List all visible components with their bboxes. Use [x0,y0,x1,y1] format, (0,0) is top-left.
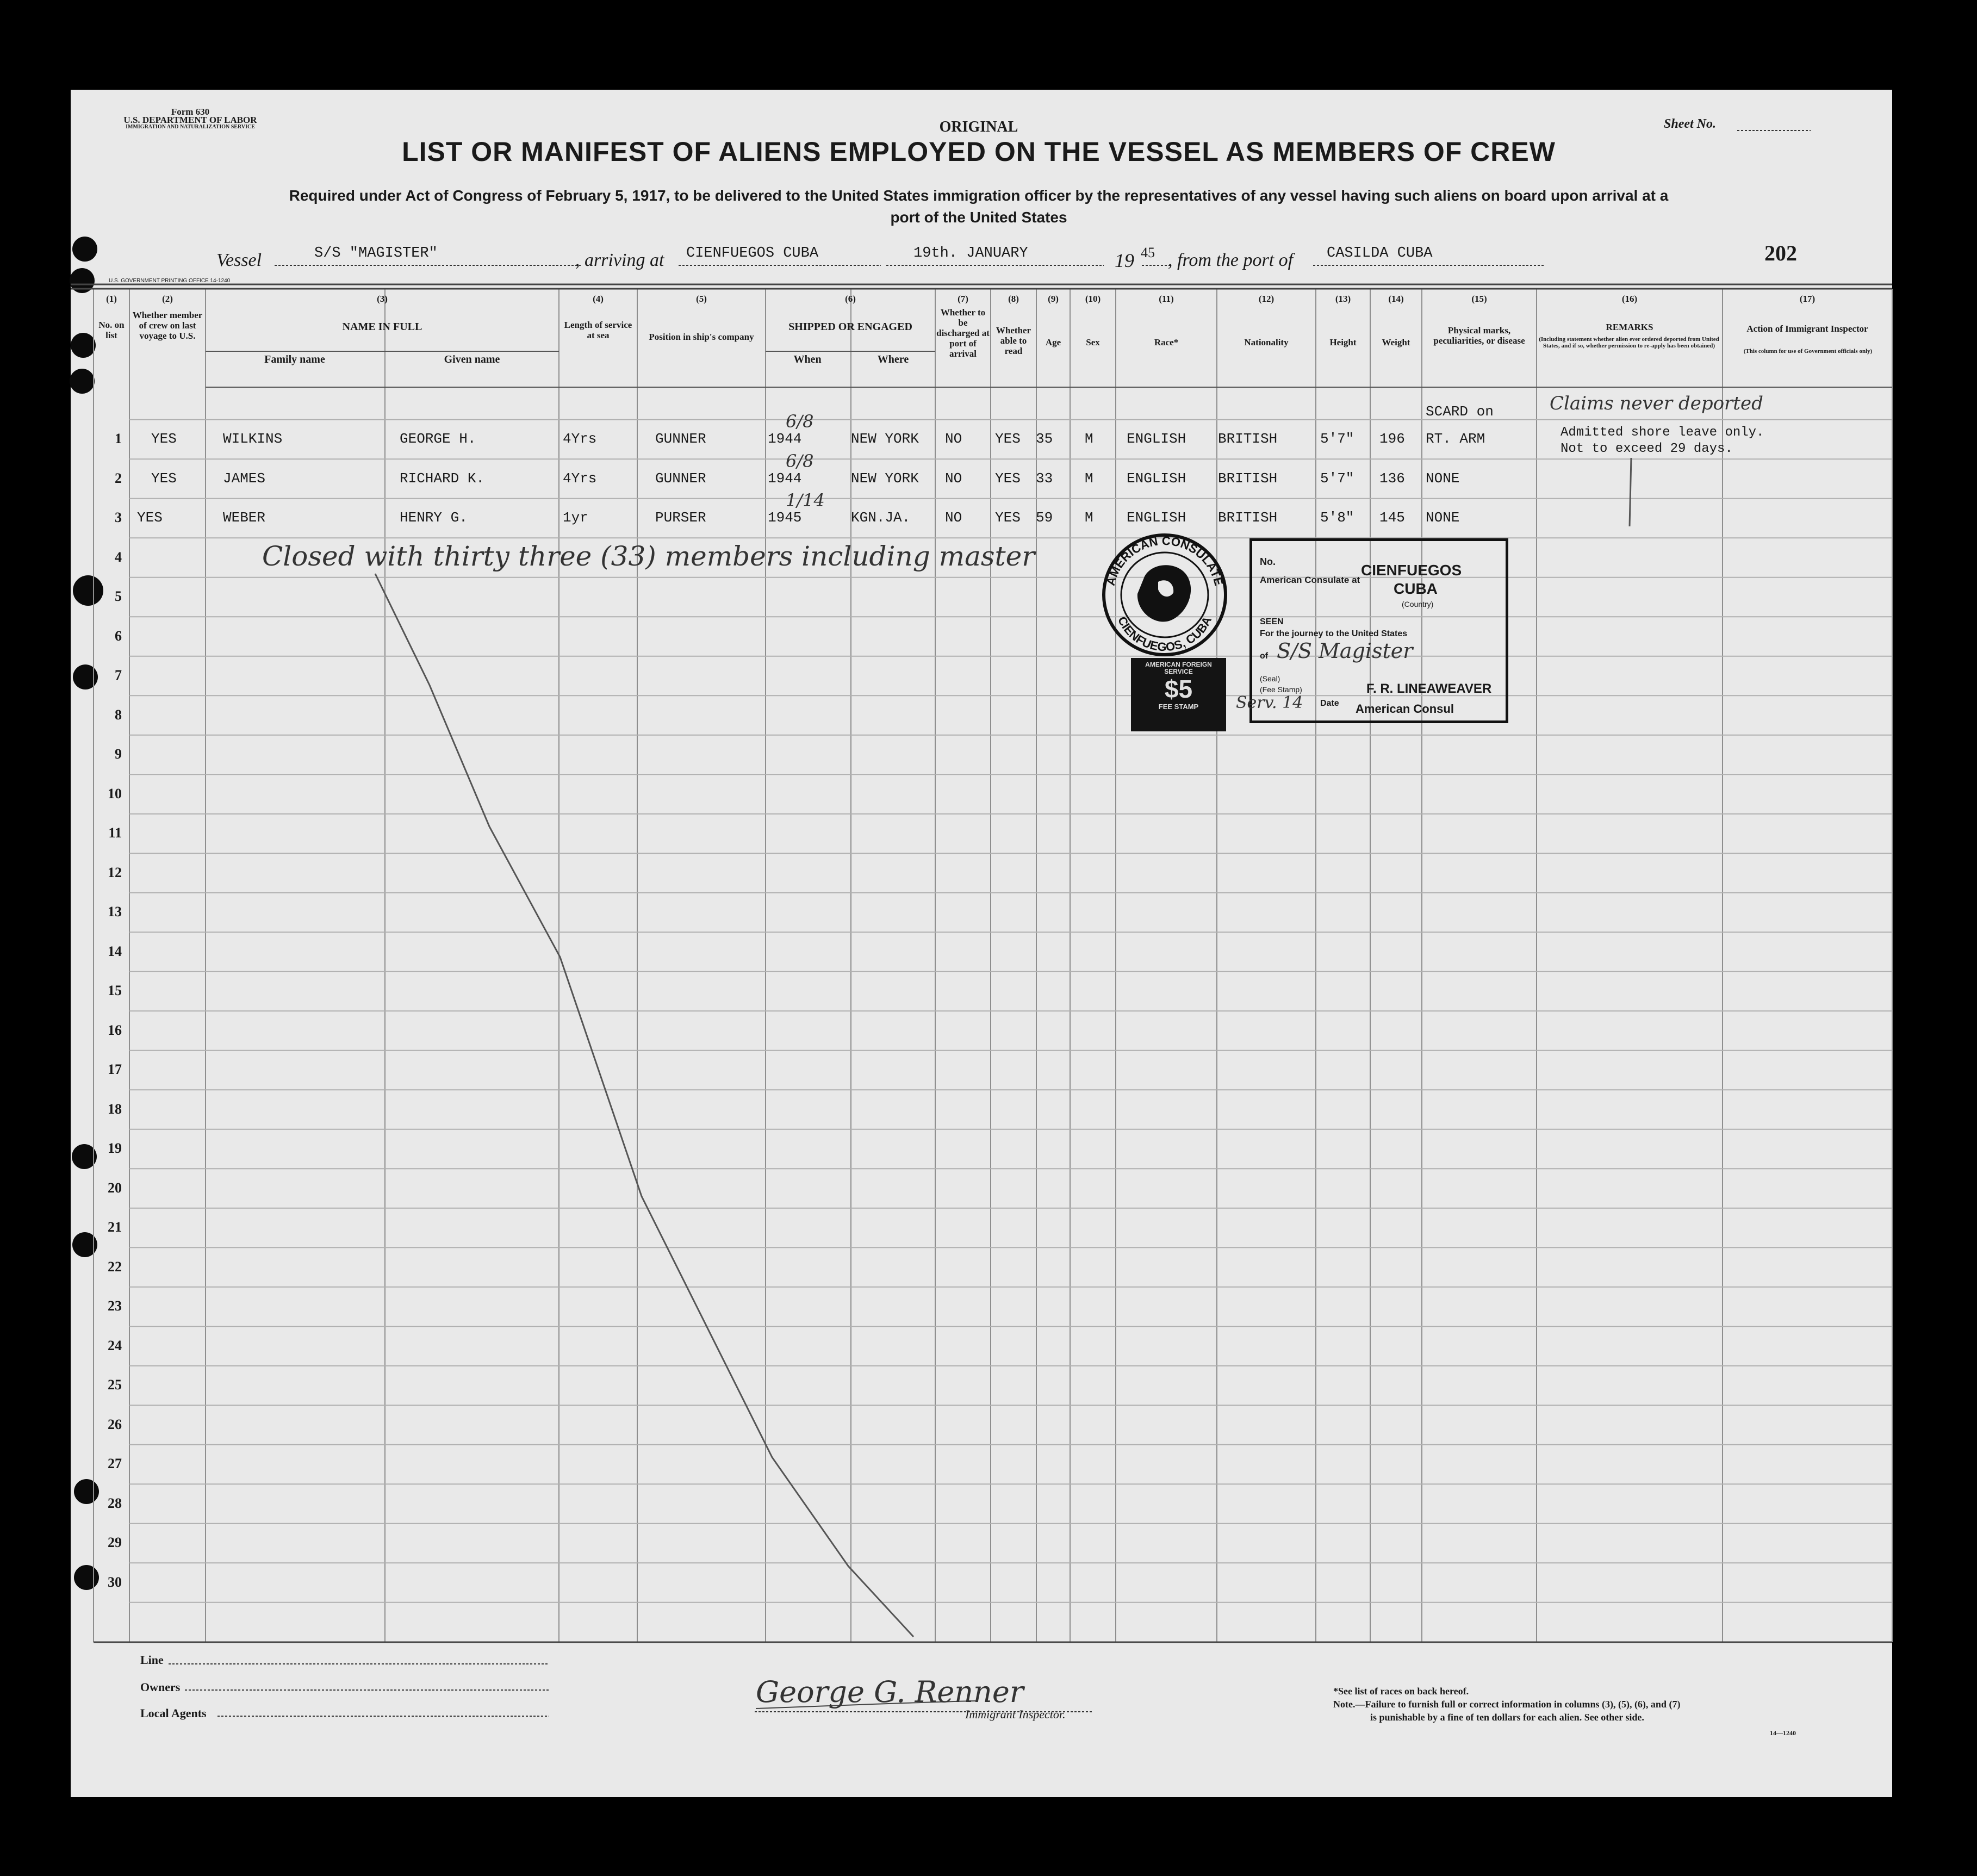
column-header-11: Race* [1154,337,1179,347]
closing-note: Closed with thirty three (33) members including master [262,541,1035,572]
manifest-number: 202 [1764,241,1797,265]
column-number-16: (16) [1621,294,1638,304]
row-number: 3 [115,510,122,525]
column-number-3: (3) [377,294,388,304]
row-number: 22 [108,1258,122,1275]
cell-read: YES [995,470,1021,487]
visa-of-label: of [1260,651,1269,661]
column-header-12: Nationality [1244,337,1289,347]
cell-position: GUNNER [655,470,706,487]
service-name: IMMIGRATION AND NATURALIZATION SERVICE [126,124,255,130]
cell-given: RICHARD K. [400,470,485,487]
cell-race: ENGLISH [1127,510,1186,526]
row-number: 8 [115,706,122,723]
cell-where: NEW YORK [851,470,919,487]
row-number: 14 [108,943,122,959]
printing-office: U.S. GOVERNMENT PRINTING OFFICE 14-1240 [109,278,231,284]
row-number: 29 [108,1535,122,1550]
visa-seal-label: (Seal) [1260,674,1280,683]
visa-city: CIENFUEGOS [1361,562,1462,579]
form-number: Form 630 [171,107,210,117]
row-number: 2 [115,470,122,486]
row-number: 21 [108,1219,122,1235]
cell-sex: M [1085,510,1093,526]
penalty-note-1: Note.—Failure to furnish full or correct information in columns (3), (5), (6), and (7) [1333,1699,1681,1710]
fee-stamp-value: $5 [1164,675,1193,703]
cell-weight: 145 [1379,510,1405,526]
cell-when-day: 1/14 [786,490,825,511]
subtitle-line-1: Required under Act of Congress of February 5, 1917, to be delivered to the United States immigration officer by the representatives of any vessel having such aliens on board upon arrival at a [289,187,1669,204]
seal-top-text: AMERICAN CONSULATE [1103,533,1226,587]
original-label: ORIGINAL [939,119,1018,135]
cell-age: 59 [1036,510,1053,526]
cell-service: 4Yrs [563,431,597,447]
column-number-13: (13) [1335,294,1351,304]
cell-when-day: 6/8 [786,450,814,471]
cell-height: 5'7" [1320,470,1354,487]
column-number-14: (14) [1388,294,1404,304]
where-header: Where [877,353,909,365]
row-number: 4 [115,549,122,565]
row-number: 23 [108,1298,122,1314]
row-number: 7 [115,667,122,683]
cell-position: PURSER [655,510,706,526]
column-header-4: Length of service at sea [564,320,632,340]
year-suffix: 45 [1141,245,1155,260]
row-number: 30 [108,1574,122,1590]
cell-last: YES [137,510,163,526]
row-number: 9 [115,746,122,762]
column-number-15: (15) [1471,294,1487,304]
column-header-9: Age [1045,337,1061,347]
row-number: 10 [108,785,122,802]
action-note: (This column for use of Government officials only) [1743,348,1873,355]
form-code: 14—1240 [1770,1729,1796,1737]
cell-read: YES [995,431,1021,447]
cell-where: KGN.JA. [851,510,911,526]
column-number-9: (9) [1048,294,1059,304]
visa-seen-label: SEEN [1260,617,1284,626]
cell-when: 1944 [768,470,802,487]
column-header-15: Physical marks, peculiarities, or disease [1433,325,1525,346]
row-number: 27 [108,1456,122,1471]
vessel-name: S/S "MAGISTER" [314,245,438,262]
row-number: 12 [108,864,122,880]
cell-service: 1yr [563,510,588,526]
column-number-10: (10) [1085,294,1101,304]
cell-read: YES [995,510,1021,526]
cell-family: WEBER [223,510,266,526]
column-number-12: (12) [1258,294,1275,304]
department-name: U.S. DEPARTMENT OF LABOR [123,115,257,125]
owners-label: Owners [140,1680,181,1694]
cell-age: 33 [1036,470,1053,487]
cell-given: HENRY G. [400,510,468,526]
row-number: 28 [108,1495,122,1511]
remarks-handwritten: Claims never deported [1550,393,1763,414]
cell-marks: RT. ARM [1426,431,1485,447]
visa-officer-title: American Consul [1356,702,1454,716]
cell-marks: NONE [1426,510,1460,526]
cell-marks: NONE [1426,470,1460,487]
consulate-seal [1093,529,1240,659]
column-header-1: No. on list [98,320,125,340]
local-agents-label: Local Agents [140,1706,207,1720]
cell-nationality: BRITISH [1218,470,1278,487]
cell-when: 1944 [768,431,802,447]
column-number-4: (4) [593,294,604,304]
visa-officer-name: F. R. LINEAWEAVER [1366,681,1492,696]
column-header-14: Weight [1382,337,1410,347]
row-number: 15 [108,983,122,998]
fee-stamp-top: AMERICAN FOREIGN SERVICE [1145,661,1212,675]
visa-consulate-label: American Consulate at [1260,575,1360,585]
year-prefix: 19 [1115,250,1134,271]
vessel-label: Vessel [216,250,262,270]
cell-age: 35 [1036,431,1053,447]
visa-date-label: Date [1320,699,1339,708]
subtitle-line-2: port of the United States [890,209,1067,226]
remarks-typed-2: Not to exceed 29 days. [1561,442,1733,456]
column-header-5: Position in ship's company [649,332,754,342]
cell-last: YES [151,470,177,487]
column-number-1: (1) [106,294,117,304]
column-header-10: Sex [1086,337,1100,347]
inspector-label: Immigrant Inspector. [965,1707,1066,1721]
cell-when-day: 6/8 [786,411,814,432]
row-number: 18 [108,1101,122,1117]
from-port-label: , from the port of [1168,250,1294,270]
column-header-17: Action of Immigrant Inspector [1746,324,1868,334]
page-title: LIST OR MANIFEST OF ALIENS EMPLOYED ON THE VESSEL AS MEMBERS OF CREW [402,136,1556,167]
column-number-17: (17) [1799,294,1816,304]
cell-position: GUNNER [655,431,706,447]
row-number: 17 [108,1061,122,1077]
column-header-8: Whether able to read [996,325,1031,356]
column-header-16: REMARKS [1606,322,1653,332]
family-name-header: Family name [264,353,325,365]
row-number: 1 [115,431,122,446]
remarks-typed-1: Admitted shore leave only. [1561,425,1764,440]
column-number-6: (6) [845,294,856,304]
row-number: 16 [108,1022,122,1038]
cell-sex: M [1085,431,1093,447]
cell-discharged: NO [945,510,962,526]
column-number-11: (11) [1159,294,1174,304]
cell-where: NEW YORK [851,431,919,447]
row-number: 11 [108,825,122,841]
fee-stamp [1131,658,1226,731]
arriving-label: , arriving at [575,250,664,270]
inspector-signature: George G. Renner [756,1675,1024,1709]
visa-country: CUBA [1394,580,1438,597]
penalty-note-2: is punishable by a fine of ten dollars for each alien. See other side. [1370,1712,1644,1723]
visa-journey-label: For the journey to the United States [1260,629,1408,638]
column-header-6: SHIPPED OR ENGAGED [788,321,912,333]
sheet-number-label: Sheet No. [1664,117,1716,131]
cell-given: GEORGE H. [400,431,476,447]
row-number: 25 [108,1377,122,1393]
given-name-header: Given name [444,353,500,365]
column-header-3: NAME IN FULL [342,321,422,333]
cell-race: ENGLISH [1127,431,1186,447]
cell-discharged: NO [945,431,962,447]
cell-family: WILKINS [223,431,283,447]
column-number-7: (7) [958,294,968,304]
cell-nationality: BRITISH [1218,431,1278,447]
cell-height: 5'7" [1320,431,1354,447]
arrival-date: 19th. JANUARY [913,245,1028,262]
physical-marks-top: SCARD on [1426,403,1494,420]
cell-sex: M [1085,470,1093,487]
visa-of-value: S/S Magister [1277,639,1413,663]
row-number: 19 [108,1140,122,1156]
visa-stamp [1236,538,1508,723]
remarks-note: (Including statement whether alien ever ordered deported from United States, and if so, whether permission to re-apply has been obtained) [1539,336,1719,349]
cell-when: 1945 [768,510,802,526]
column-header-2: Whether member of crew on last voyage to U.S. [132,310,203,341]
visa-fee-label: (Fee Stamp) [1260,685,1302,694]
races-note: *See list of races on back hereof. [1333,1686,1469,1697]
visa-service-number: Serv. 14 [1236,693,1303,712]
arriving-port: CIENFUEGOS CUBA [686,245,819,262]
column-header-13: Height [1329,337,1357,347]
row-number: 6 [115,628,122,644]
fee-stamp-bottom: FEE STAMP [1158,703,1199,711]
cell-family: JAMES [223,470,266,487]
row-number: 13 [108,904,122,920]
column-number-2: (2) [162,294,173,304]
column-number-5: (5) [696,294,707,304]
visa-no-label: No. [1260,556,1276,567]
column-number-8: (8) [1008,294,1019,304]
cell-height: 5'8" [1320,510,1354,526]
visa-country-label: (Country) [1402,600,1434,608]
cell-nationality: BRITISH [1218,510,1278,526]
row-number: 26 [108,1416,122,1432]
line-label: Line [140,1653,164,1667]
cell-weight: 196 [1379,431,1405,447]
cell-weight: 136 [1379,470,1405,487]
cell-discharged: NO [945,470,962,487]
cell-race: ENGLISH [1127,470,1186,487]
seal-bottom-text: CIENFUEGOS, CUBA [1115,614,1215,654]
cell-last: YES [151,431,177,447]
cell-service: 4Yrs [563,470,597,487]
from-port: CASILDA CUBA [1327,245,1433,262]
row-number: 24 [108,1337,122,1353]
row-number: 20 [108,1179,122,1196]
row-number: 5 [115,588,122,604]
column-header-7: Whether to be discharged at port of arrival [936,307,990,359]
when-header: When [793,353,822,365]
